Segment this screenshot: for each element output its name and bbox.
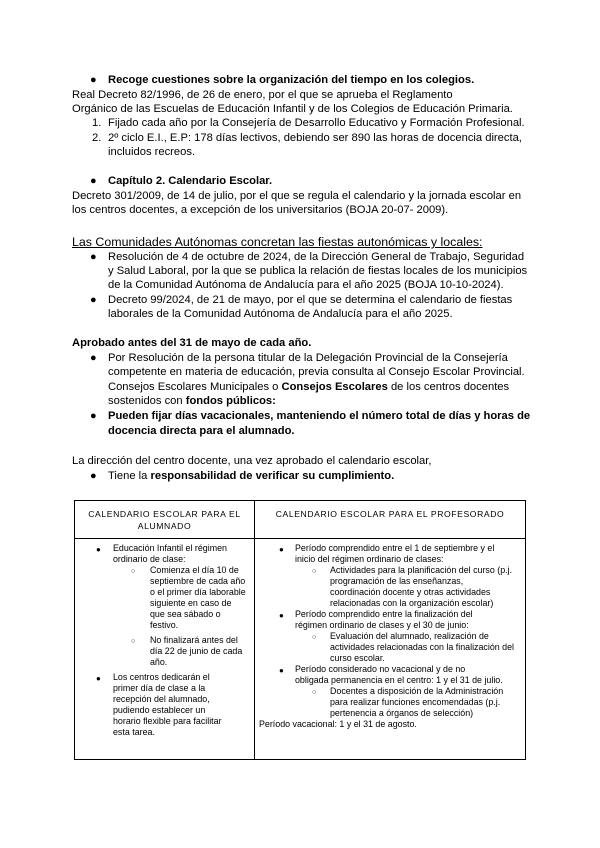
sub-item: Docentes a disposición de la Administración — [330, 686, 504, 696]
table-cell-alumnado — [75, 539, 255, 760]
list-number: 2. — [92, 132, 102, 144]
bullet-icon: ● — [279, 666, 284, 675]
sub-item: No finalizará antes del — [150, 635, 238, 645]
list-item: Período considerado no vacacional y de no — [295, 664, 466, 674]
section2-line: Decreto 301/2009, de 14 de julio, por el que se regula el calendario y la jornada escolar en — [72, 190, 522, 202]
section1-heading: Recoge cuestiones sobre la organización del tiempo en los colegios. — [108, 74, 475, 86]
sub-item: año. — [150, 657, 168, 667]
text-run: Consejos Escolares Municipales o — [108, 381, 282, 393]
list-item: Por Resolución de la persona titular de la Delegación Provincial de la Consejería — [108, 352, 508, 364]
text-run-bold: responsabilidad de verificar su cumplimiento. — [150, 470, 395, 482]
sub-item: o el primer día laborable — [150, 587, 246, 597]
list-item: docencia directa para el alumnado. — [108, 425, 295, 437]
list-item: incluidos recreos. — [108, 146, 196, 158]
bullet-icon: ● — [90, 74, 97, 86]
list-number: 1. — [92, 117, 102, 129]
list-item — [108, 469, 394, 484]
circle-bullet-icon: ○ — [131, 638, 136, 645]
sub-item: programación de las enseñanzas, — [330, 576, 464, 586]
bullet-icon: ● — [279, 545, 284, 554]
sub-item: relacionadas con la organización escolar) — [330, 598, 494, 608]
list-item: Los centros dedicarán el — [113, 672, 210, 682]
list-item: horario flexible para facilitar — [113, 716, 222, 726]
bullet-icon: ● — [90, 175, 97, 187]
sub-item: festivo. — [150, 620, 179, 630]
table-cell-profesorado — [255, 539, 526, 760]
list-item: ordinario de clase: — [113, 554, 186, 564]
list-item: inicio del régimen ordinario de clases: — [295, 554, 444, 564]
section3-heading: Las Comunidades Autónomas concretan las fiestas autonómicas y locales: — [72, 235, 483, 249]
list-item: régimen ordinario de clases y el 30 de junio: — [295, 620, 469, 630]
text-run: de los centros docentes — [387, 381, 510, 393]
sub-item: Evaluación del alumnado, realización de — [330, 631, 489, 641]
list-item: laborales de la Comunidad Autónoma de Andalucía para el año 2025. — [108, 308, 453, 320]
section2-line: los centros docentes, a excepción de los universitarios (BOJA 20-07- 2009). — [72, 204, 449, 216]
sub-item: coordinación docente y otras actividades — [330, 587, 491, 597]
section1-intro-line: Real Decreto 82/1996, de 26 de enero, por el que se aprueba el Reglamento — [72, 89, 453, 101]
text-run-bold: fondos públicos: — [185, 395, 276, 407]
sub-item: septiembre de cada año — [150, 576, 246, 586]
bullet-icon: ● — [96, 545, 101, 554]
sub-item: curso escolar. — [330, 653, 385, 663]
bullet-icon: ● — [90, 352, 97, 364]
vacation-period: Período vacacional: 1 y el 31 de agosto. — [259, 719, 417, 729]
circle-bullet-icon: ○ — [312, 634, 317, 641]
list-item — [108, 394, 276, 409]
bullet-icon: ● — [90, 294, 97, 306]
list-item: y Salud Laboral, por la que se publica la relación de fiestas locales de los municipios — [108, 265, 528, 277]
sub-item: que sea sábado o — [150, 609, 221, 619]
sub-item: siguiente en caso de — [150, 598, 232, 608]
circle-bullet-icon: ○ — [312, 689, 317, 696]
list-item: competente en materia de educación, previa consulta al Consejo Escolar Provincial. — [108, 366, 525, 378]
section2-heading: Capítulo 2. Calendario Escolar. — [108, 175, 273, 187]
list-item: 2º ciclo E.I., E.P: 178 días lectivos, debiendo ser 890 las horas de docencia directa, — [108, 132, 522, 144]
table-header-profesorado: CALENDARIO ESCOLAR PARA EL PROFESORADO — [255, 501, 526, 539]
sub-item: día 22 de junio de cada — [150, 646, 243, 656]
text-run: Tiene la — [108, 470, 151, 482]
section1-intro-line: Orgánico de las Escuelas de Educación Infantil y de los Colegios de Educación Primaria. — [72, 103, 513, 115]
list-item: de la Comunidad Autónoma de Andalucía para el año 2025 (BOJA 10-10-2024). — [108, 279, 504, 291]
circle-bullet-icon: ○ — [131, 568, 136, 575]
sub-item: actividades relacionadas con la finalización del — [330, 642, 515, 652]
list-item: Período comprendido entre la finalización del — [295, 609, 473, 619]
list-item: Pueden fijar días vacacionales, manteniendo el número total de días y horas de — [108, 410, 531, 422]
list-item: obligada permanencia en el centro: 1 y el 31 de julio. — [295, 675, 503, 685]
list-item: Resolución de 4 de octubre de 2024, de la Dirección General de Trabajo, Seguridad — [108, 251, 525, 263]
bullet-icon: ● — [96, 674, 101, 683]
list-item: primer día de clase a la — [113, 683, 206, 693]
text-run: sostenidos con — [108, 395, 186, 407]
bullet-icon: ● — [90, 410, 97, 422]
list-item: Período comprendido entre el 1 de septiembre y el — [295, 543, 495, 553]
list-item: recepción del alumnado, — [113, 694, 210, 704]
bullet-icon: ● — [90, 251, 97, 263]
sub-item: para realizar funciones encomendadas (p.j. — [330, 697, 501, 707]
list-item: Decreto 99/2024, de 21 de mayo, por el que se determina el calendario de fiestas — [108, 294, 513, 306]
table-header-alumnado: CALENDARIO ESCOLAR PARA EL ALUMNADO — [75, 501, 255, 539]
list-item: esta tarea. — [113, 727, 155, 737]
list-item — [108, 380, 509, 395]
bullet-icon: ● — [90, 470, 97, 482]
section5-intro: La dirección del centro docente, una vez aprobado el calendario escolar, — [72, 455, 432, 467]
calendar-table — [74, 500, 526, 760]
section4-heading: Aprobado antes del 31 de mayo de cada año. — [72, 337, 312, 349]
sub-item: Comienza el día 10 de — [150, 565, 239, 575]
circle-bullet-icon: ○ — [312, 568, 317, 575]
list-item: Fijado cada año por la Consejería de Desarrollo Educativo y Formación Profesional. — [108, 117, 525, 129]
sub-item: Actividades para la planificación del curso (p.j. — [330, 565, 513, 575]
list-item: Educación Infantil el régimen — [113, 543, 227, 553]
list-item: pudiendo establecer un — [113, 705, 206, 715]
bullet-icon: ● — [279, 611, 284, 620]
text-run-bold: Consejos Escolares — [281, 381, 388, 393]
sub-item: pertenencia a órganos de selección) — [330, 708, 474, 718]
